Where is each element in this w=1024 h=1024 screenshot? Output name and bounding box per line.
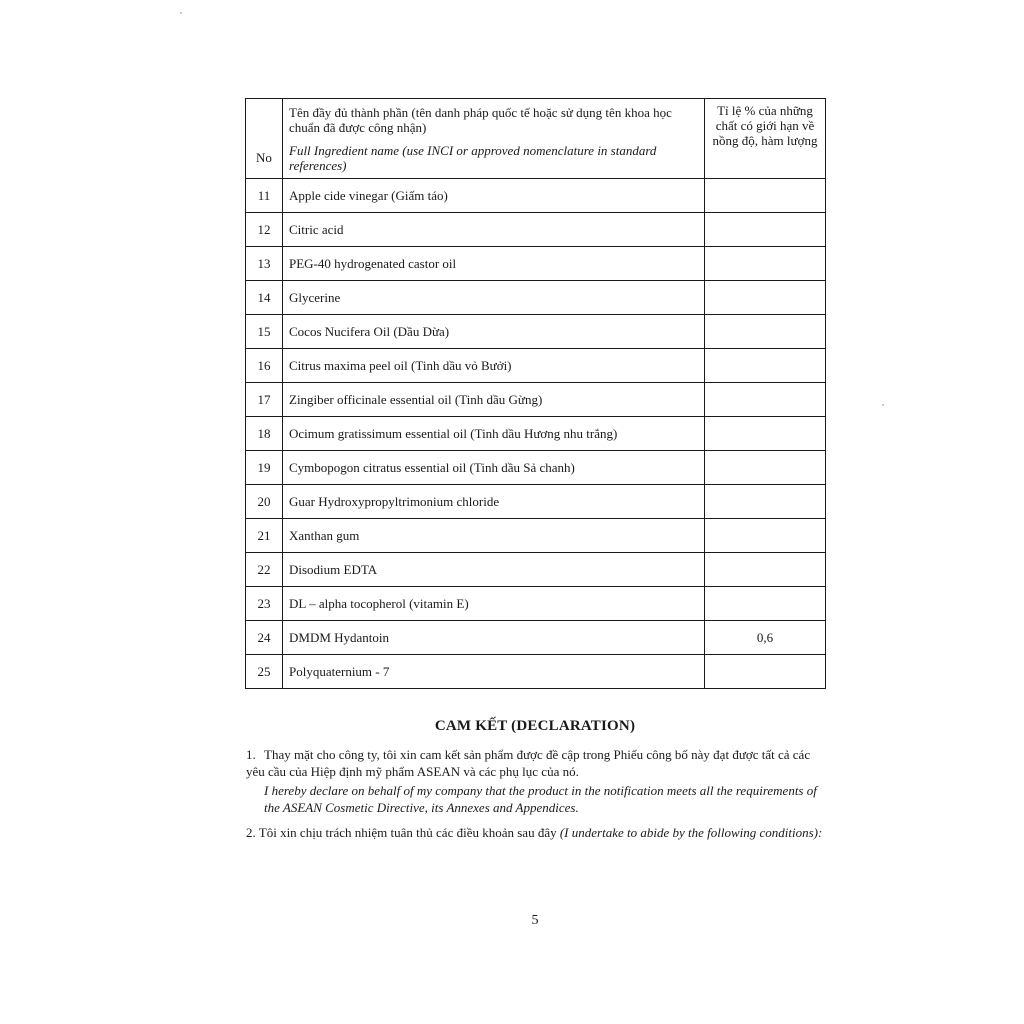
ingredient-percent (705, 281, 826, 315)
table-row (246, 315, 826, 349)
ingredient-name: DL – alpha tocopherol (vitamin E) (283, 587, 705, 621)
row-number: 23 (246, 587, 283, 621)
table-row (246, 587, 826, 621)
row-number: 17 (246, 383, 283, 417)
row-number: 22 (246, 553, 283, 587)
ingredient-name: Apple cide vinegar (Giấm táo) (283, 179, 705, 213)
ingredient-name: Ocimum gratissimum essential oil (Tinh dầu Hương nhu trắng) (283, 417, 705, 451)
scan-speck (180, 12, 182, 14)
row-number: 11 (246, 179, 283, 213)
ingredient-percent (705, 213, 826, 247)
ingredient-percent (705, 315, 826, 349)
row-number: 12 (246, 213, 283, 247)
ingredient-percent (705, 451, 826, 485)
ingredient-name: Polyquaternium - 7 (283, 655, 705, 689)
ingredient-percent (705, 587, 826, 621)
ingredient-name: Guar Hydroxypropyltrimonium chloride (283, 485, 705, 519)
header-name-vietnamese: Tên đầy đủ thành phần (tên danh pháp quốc tế hoặc sử dụng tên khoa học chuẩn đã được công nhận) (289, 105, 672, 135)
header-ingredient-name (283, 99, 705, 179)
ingredient-percent (705, 417, 826, 451)
row-number: 18 (246, 417, 283, 451)
table-row (246, 213, 826, 247)
table-body (246, 179, 826, 689)
page-number: 5 (531, 913, 539, 928)
table-row (246, 485, 826, 519)
row-number: 13 (246, 247, 283, 281)
header-name-english: Full Ingredient name (use INCI or approved nomenclature in standard references) (289, 143, 657, 173)
ingredient-name: PEG-40 hydrogenated castor oil (283, 247, 705, 281)
ingredient-name: Cymbopogon citratus essential oil (Tinh dầu Sả chanh) (283, 451, 705, 485)
ingredient-name: Cocos Nucifera Oil (Dầu Dừa) (283, 315, 705, 349)
row-number: 19 (246, 451, 283, 485)
item-2-vietnamese-text: Tôi xin chịu trách nhiệm tuân thủ các điều khoản sau đây (258, 825, 557, 840)
declaration-item-1 (246, 746, 826, 780)
row-number: 15 (246, 315, 283, 349)
table-row (246, 281, 826, 315)
ingredient-name: Xanthan gum (283, 519, 705, 553)
table-row (246, 451, 826, 485)
table-row (246, 519, 826, 553)
item-1-number: 1. (246, 747, 256, 762)
ingredient-percent (705, 655, 826, 689)
ingredient-percent (705, 349, 826, 383)
row-number: 20 (246, 485, 283, 519)
scan-speck (882, 404, 884, 406)
table-row (246, 179, 826, 213)
ingredient-name: Glycerine (283, 281, 705, 315)
ingredient-percent (705, 553, 826, 587)
item-2-number: 2. (246, 825, 256, 840)
ingredient-name: Citrus maxima peel oil (Tinh dầu vỏ Bưởi) (283, 349, 705, 383)
row-number: 25 (246, 655, 283, 689)
ingredient-percent (705, 485, 826, 519)
ingredient-table (245, 98, 826, 689)
header-percent: Tỉ lệ % của những chất có giới hạn về nồng độ, hàm lượng (705, 99, 826, 179)
ingredient-name: Disodium EDTA (283, 553, 705, 587)
table-row (246, 621, 826, 655)
declaration-title: CAM KẾT (DECLARATION) (434, 718, 636, 734)
ingredient-percent: 0,6 (705, 621, 826, 655)
ingredient-name: Zingiber officinale essential oil (Tinh dầu Gừng) (283, 383, 705, 417)
ingredient-name: Citric acid (283, 213, 705, 247)
ingredient-percent (705, 179, 826, 213)
ingredient-name: DMDM Hydantoin (283, 621, 705, 655)
row-number: 16 (246, 349, 283, 383)
table-row (246, 553, 826, 587)
item-2-english-text: (I undertake to abide by the following conditions): (559, 825, 823, 840)
declaration-item-2 (246, 824, 826, 841)
table-row (246, 383, 826, 417)
ingredient-percent (705, 247, 826, 281)
row-number: 24 (246, 621, 283, 655)
table-header-row (246, 99, 826, 179)
ingredient-percent (705, 519, 826, 553)
table-row (246, 349, 826, 383)
row-number: 21 (246, 519, 283, 553)
ingredient-percent (705, 383, 826, 417)
item-1-vietnamese-text: Thay mặt cho công ty, tôi xin cam kết sản phẩm được đề cập trong Phiếu công bố này đạt được tất cả các yêu cầu của Hiệp định mỹ phẩm ASEAN và các phụ lục của nó. (246, 747, 811, 779)
header-no: No (246, 99, 283, 179)
row-number: 14 (246, 281, 283, 315)
table-row (246, 417, 826, 451)
table-row (246, 655, 826, 689)
table-row (246, 247, 826, 281)
declaration-item-1-english: I hereby declare on behalf of my company that the product in the notification meets all the requirements of the ASEAN Cosmetic Directive, its Annexes and Appendices. (264, 783, 817, 815)
